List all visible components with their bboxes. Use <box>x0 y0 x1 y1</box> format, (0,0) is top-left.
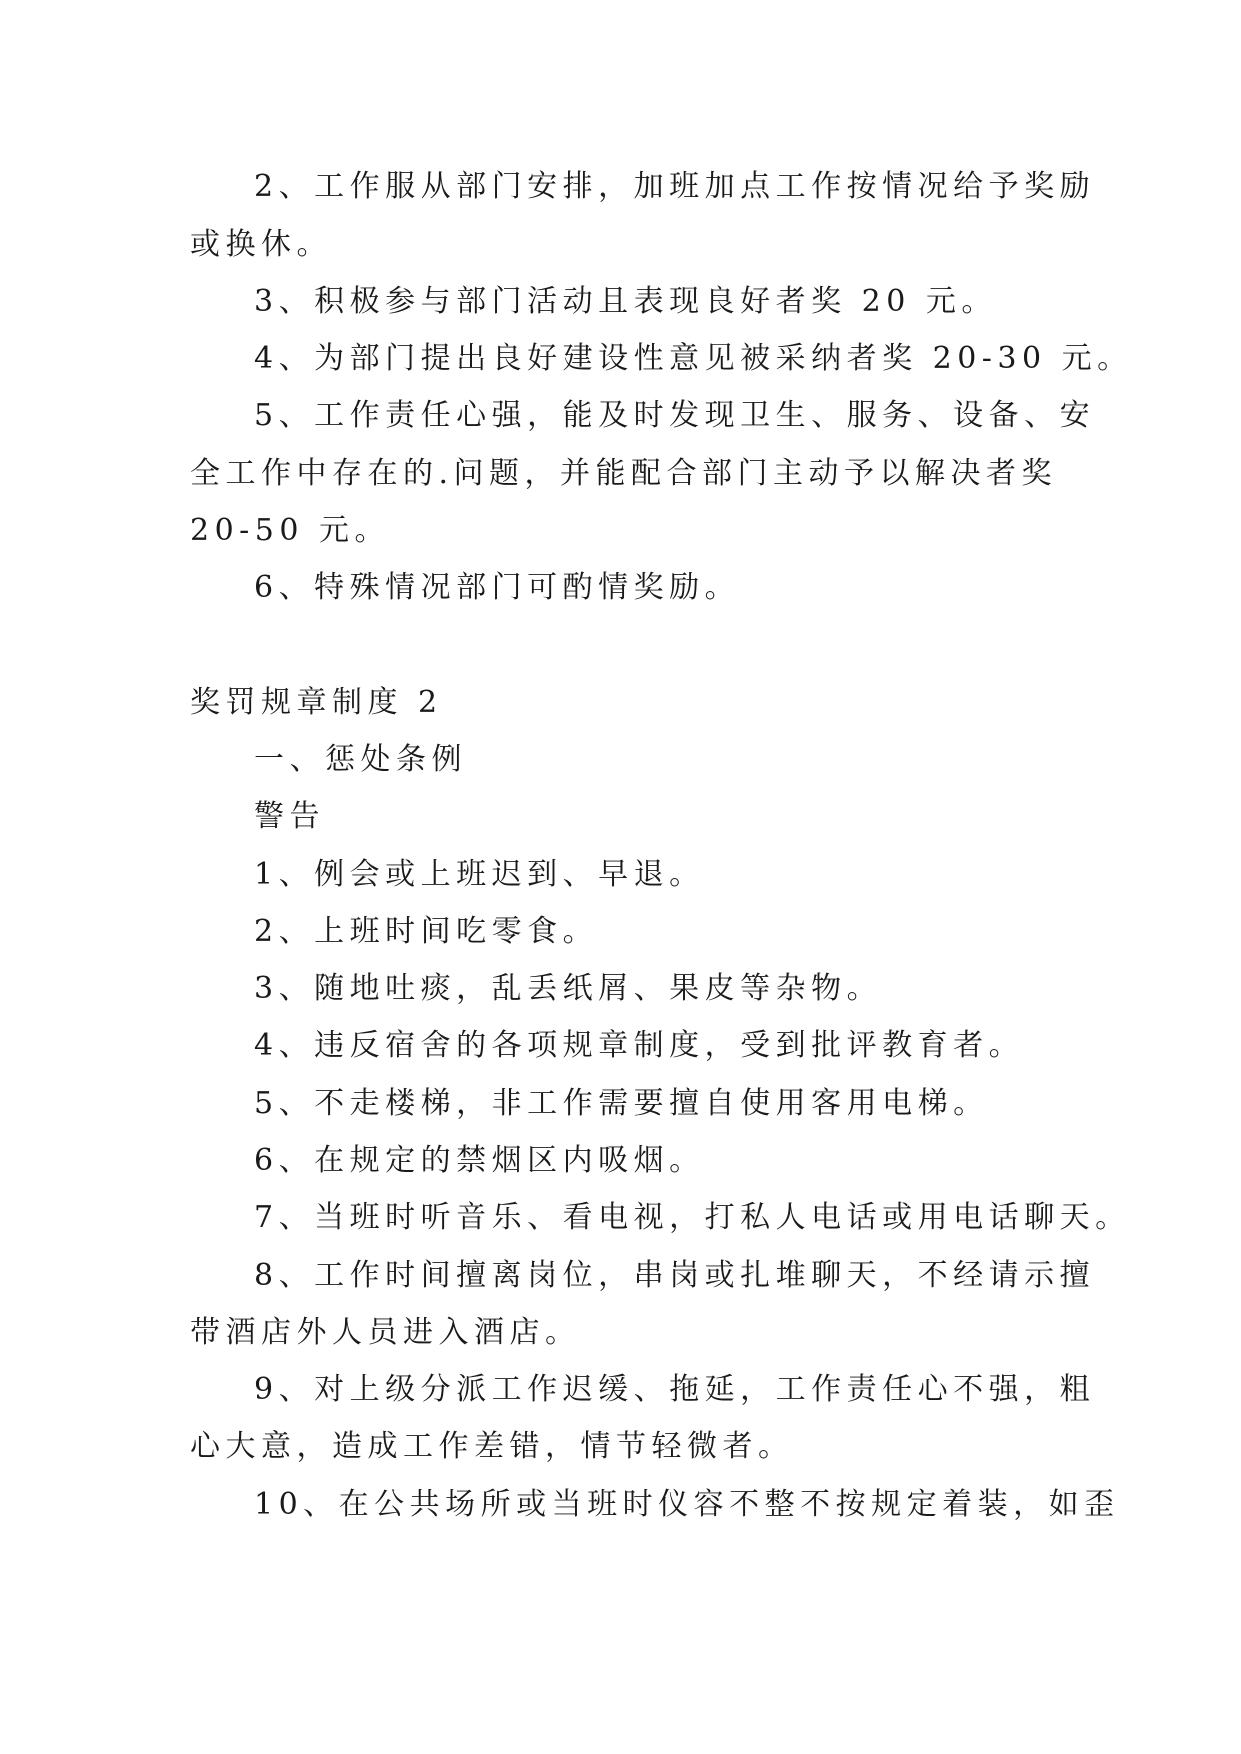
warning-item-8-line-2: 带酒店外人员进入酒店。 <box>190 1315 581 1350</box>
warning-heading: 警告 <box>254 799 325 834</box>
warning-item-5: 5、不走楼梯，非工作需要擅自使用客用电梯。 <box>254 1086 989 1121</box>
reward-item-4: 4、为部门提出良好建设性意见被采纳者奖 20-30 元。 <box>254 341 1133 376</box>
reward-item-6: 6、特殊情况部门可酌情奖励。 <box>254 570 741 605</box>
penalty-heading: 一、惩处条例 <box>254 742 467 777</box>
reward-item-2-line-2: 或换休。 <box>190 227 332 262</box>
reward-item-5-line-3: 20-50 元。 <box>190 513 391 548</box>
warning-item-1: 1、例会或上班迟到、早退。 <box>254 857 705 892</box>
reward-item-5-line-1: 5、工作责任心强，能及时发现卫生、服务、设备、安 <box>254 398 1096 433</box>
reward-item-5-line-2: 全工作中存在的.问题，并能配合部门主动予以解决者奖 <box>190 456 1058 491</box>
warning-item-6: 6、在规定的禁烟区内吸烟。 <box>254 1143 705 1178</box>
reward-item-2-line-1: 2、工作服从部门安排，加班加点工作按情况给予奖励 <box>254 169 1096 204</box>
warning-item-3: 3、随地吐痰，乱丢纸屑、果皮等杂物。 <box>254 971 883 1006</box>
warning-item-10-line-1: 10、在公共场所或当班时仪容不整不按规定着装，如歪 <box>254 1487 1120 1522</box>
section-title: 奖罚规章制度 2 <box>190 685 443 720</box>
reward-item-3: 3、积极参与部门活动且表现良好者奖 20 元。 <box>254 284 997 319</box>
warning-item-7: 7、当班时听音乐、看电视，打私人电话或用电话聊天。 <box>254 1200 1131 1235</box>
warning-item-2: 2、上班时间吃零食。 <box>254 914 599 949</box>
warning-item-9-line-1: 9、对上级分派工作迟缓、拖延，工作责任心不强，粗 <box>254 1372 1096 1407</box>
warning-item-8-line-1: 8、工作时间擅离岗位，串岗或扎堆聊天，不经请示擅 <box>254 1258 1096 1293</box>
warning-item-9-line-2: 心大意，造成工作差错，情节轻微者。 <box>190 1429 794 1464</box>
warning-item-4: 4、违反宿舍的各项规章制度，受到批评教育者。 <box>254 1028 1025 1063</box>
